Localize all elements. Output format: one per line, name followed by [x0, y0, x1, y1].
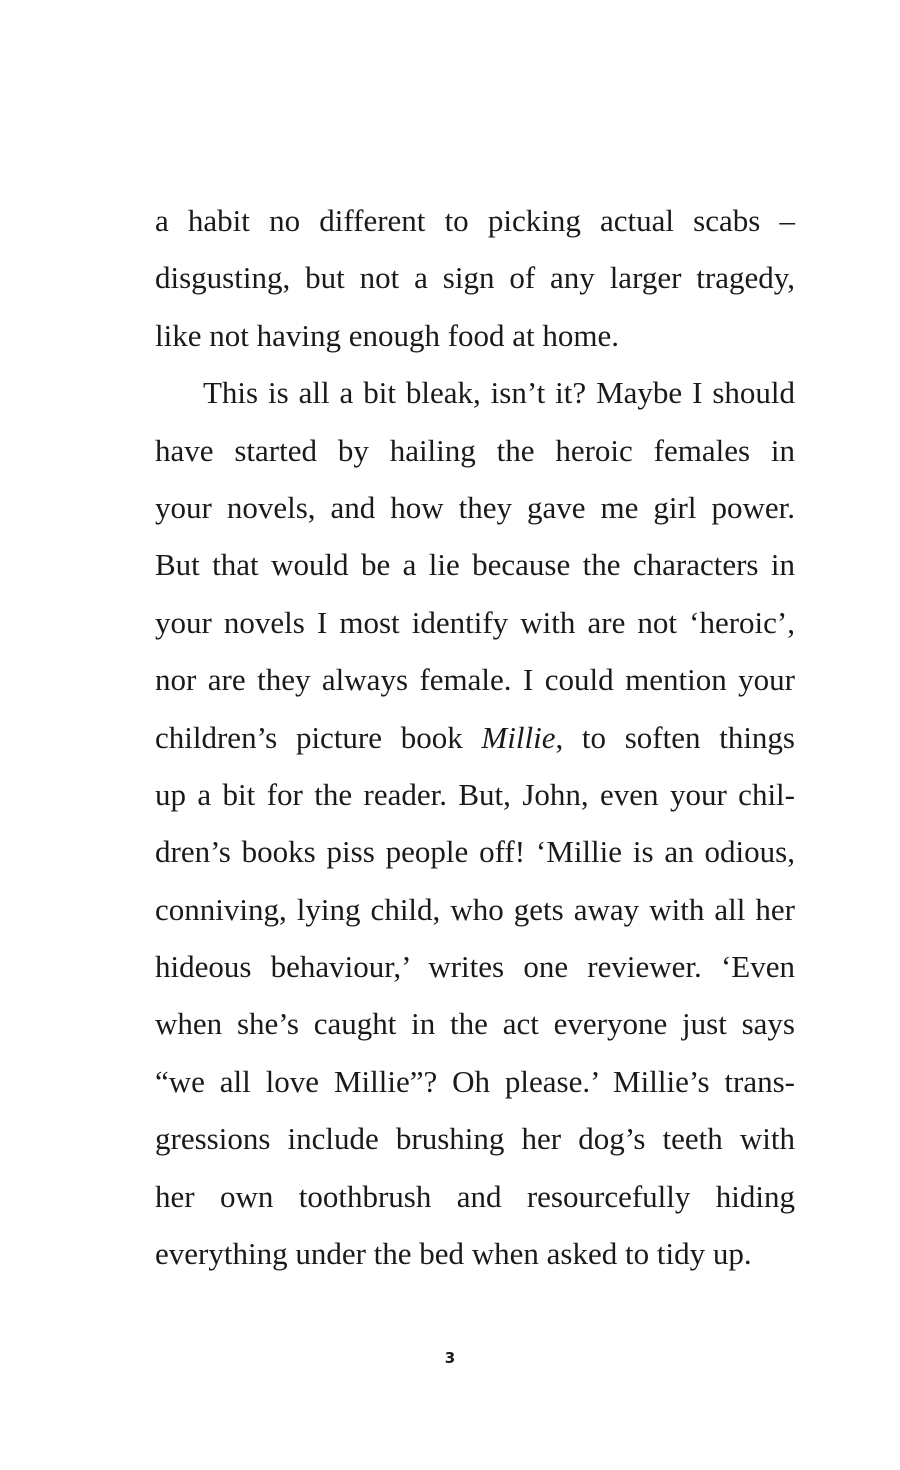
text-line: conniving, lying child, who gets away with all her: [155, 891, 795, 927]
text-line: your novels, and how they gave me girl power.: [155, 489, 795, 525]
text-line: disgusting, but not a sign of any larger tragedy,: [155, 260, 795, 296]
text-line: her own toothbrush and resourcefully hiding: [155, 1178, 795, 1214]
text-line: gressions include brushing her dog’s teeth with: [155, 1121, 795, 1157]
text-line: “we all love Millie”? Oh please.’ Millie’s trans-: [155, 1063, 795, 1099]
text-line: up a bit for the reader. But, John, even your chil-: [155, 776, 795, 812]
text-line: a habit no different to picking actual scabs –: [155, 203, 795, 238]
text-line: dren’s books piss people off! ‘Millie is an odious,: [155, 834, 795, 870]
paragraph-first-line: This is all a bit bleak, isn’t it? Maybe I should: [203, 375, 795, 411]
text-line: like not having enough food at home.: [155, 317, 620, 353]
text-fragment: children’s picture book: [155, 719, 482, 755]
text-line: But that would be a lie because the characters in: [155, 547, 795, 583]
page-number: 3: [444, 1349, 456, 1367]
body-text: [155, 192, 795, 1282]
text-line-with-title: [155, 709, 795, 766]
text-line: your novels I most identify with are not ‘heroic’,: [155, 604, 795, 640]
text-line: when she’s caught in the act everyone just says: [155, 1006, 795, 1042]
text-line: everything under the bed when asked to tidy up.: [155, 1236, 752, 1272]
text-line: have started by hailing the heroic females in: [155, 432, 795, 468]
book-title-italic: Millie: [481, 719, 556, 755]
text-fragment: , to soften things: [555, 719, 795, 755]
text-line: hideous behaviour,’ writes one reviewer. ‘Even: [155, 949, 795, 985]
text-line: nor are they always female. I could mention your: [155, 662, 795, 698]
